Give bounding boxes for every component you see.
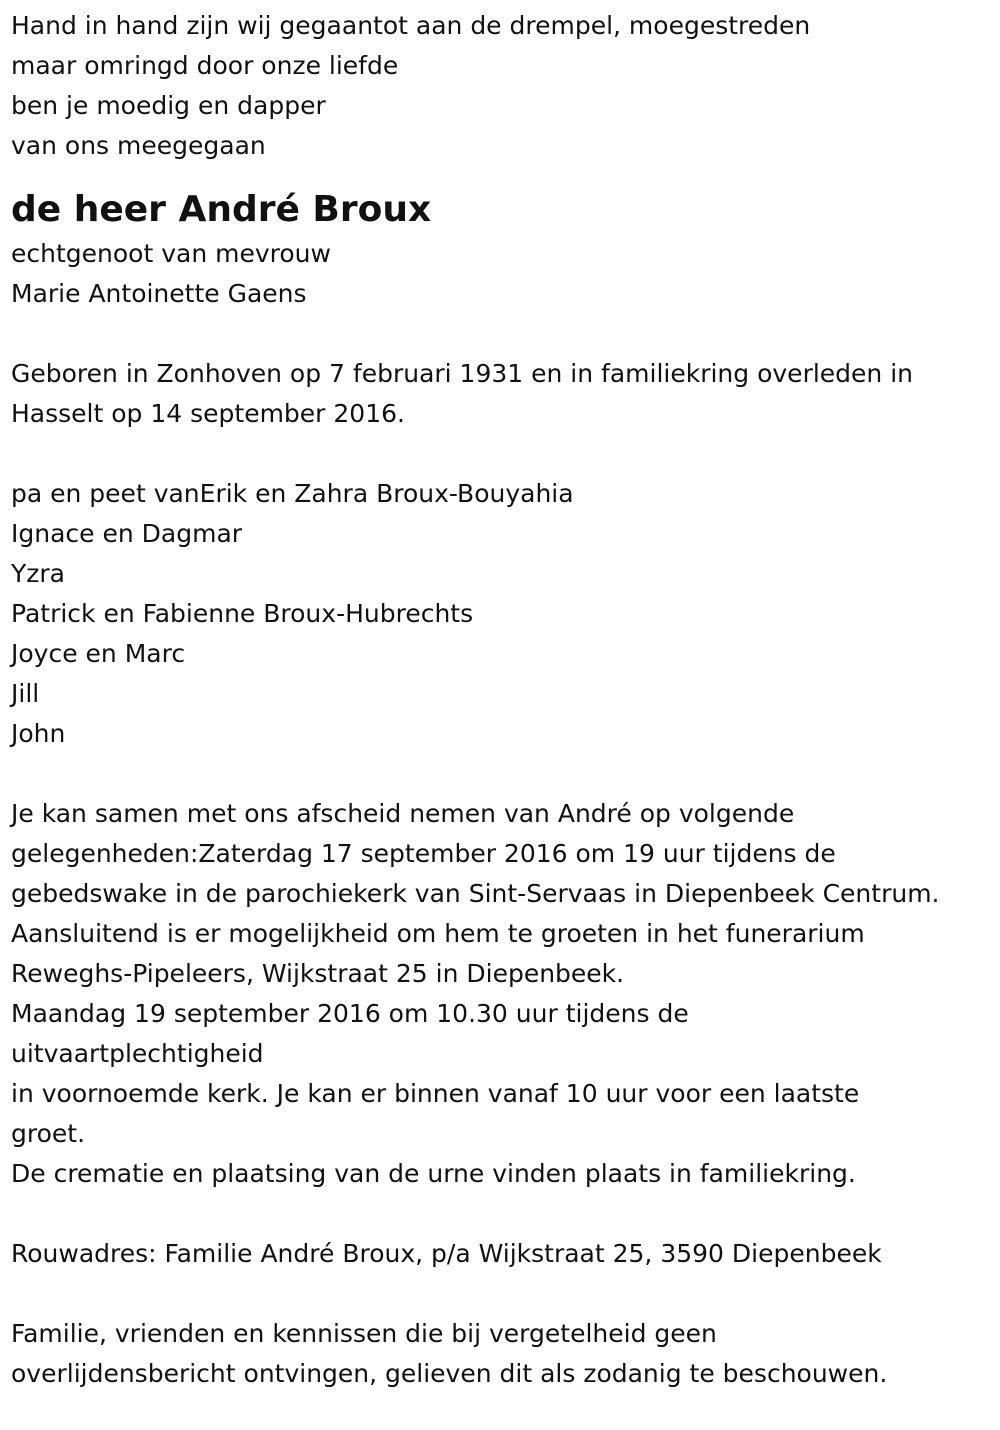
farewell-line: De crematie en plaatsing van de urne vinden plaats in familiekring.: [11, 1159, 856, 1188]
spouse-name: Marie Antoinette Gaens: [11, 279, 307, 308]
deceased-section: [11, 186, 986, 314]
family-line: Yzra: [11, 559, 65, 588]
family-line: pa en peet vanErik en Zahra Broux-Bouyahia: [11, 479, 574, 508]
spacer: [11, 754, 986, 794]
spouse-line: echtgenoot van mevrouw: [11, 239, 331, 268]
farewell-line: gelegenheden:Zaterdag 17 september 2016 om 19 uur tijdens de: [11, 839, 836, 868]
mourning-address: Rouwadres: Familie André Broux, p/a Wijkstraat 25, 3590 Diepenbeek: [11, 1239, 882, 1268]
notice-line: Familie, vrienden en kennissen die bij vergetelheid geen: [11, 1319, 717, 1348]
spacer: [11, 434, 986, 474]
spacer: [11, 314, 986, 354]
farewell-line: Maandag 19 september 2016 om 10.30 uur tijdens de: [11, 999, 689, 1028]
family-line: Joyce en Marc: [11, 639, 186, 668]
spacer: [11, 1194, 986, 1234]
farewell-line: Je kan samen met ons afscheid nemen van André op volgende: [11, 799, 795, 828]
poem-line: maar omringd door onze liefde: [11, 51, 399, 80]
family-line: Ignace en Dagmar: [11, 519, 243, 548]
birth-death-section: [11, 354, 986, 434]
farewell-line: in voornoemde kerk. Je kan er binnen vanaf 10 uur voor een laatste: [11, 1079, 860, 1108]
family-line: Jill: [11, 679, 40, 708]
farewell-line: groet.: [11, 1119, 86, 1148]
poem-line: van ons meegegaan: [11, 131, 266, 160]
birth-death-line: Geboren in Zonhoven op 7 februari 1931 en in familiekring overleden in: [11, 359, 914, 388]
deceased-name: de heer André Broux: [11, 189, 432, 230]
notice-section: [11, 1314, 986, 1394]
farewell-section: [11, 794, 986, 1194]
poem: [11, 6, 986, 166]
farewell-line: gebedswake in de parochiekerk van Sint-Servaas in Diepenbeek Centrum.: [11, 879, 940, 908]
farewell-line: Aansluitend is er mogelijkheid om hem te groeten in het funerarium: [11, 919, 865, 948]
spacer: [11, 166, 986, 180]
family-line: John: [11, 719, 66, 748]
farewell-line: Reweghs-Pipeleers, Wijkstraat 25 in Diepenbeek.: [11, 959, 625, 988]
spacer: [11, 1274, 986, 1314]
address-section: [11, 1234, 986, 1274]
family-section: [11, 474, 986, 754]
birth-death-line: Hasselt op 14 september 2016.: [11, 399, 405, 428]
farewell-line: uitvaartplechtigheid: [11, 1039, 264, 1068]
poem-line: Hand in hand zijn wij gegaantot aan de drempel, moegestreden: [11, 11, 811, 40]
poem-line: ben je moedig en dapper: [11, 91, 326, 120]
family-line: Patrick en Fabienne Broux-Hubrechts: [11, 599, 474, 628]
notice-line: overlijdensbericht ontvingen, gelieven dit als zodanig te beschouwen.: [11, 1359, 888, 1388]
